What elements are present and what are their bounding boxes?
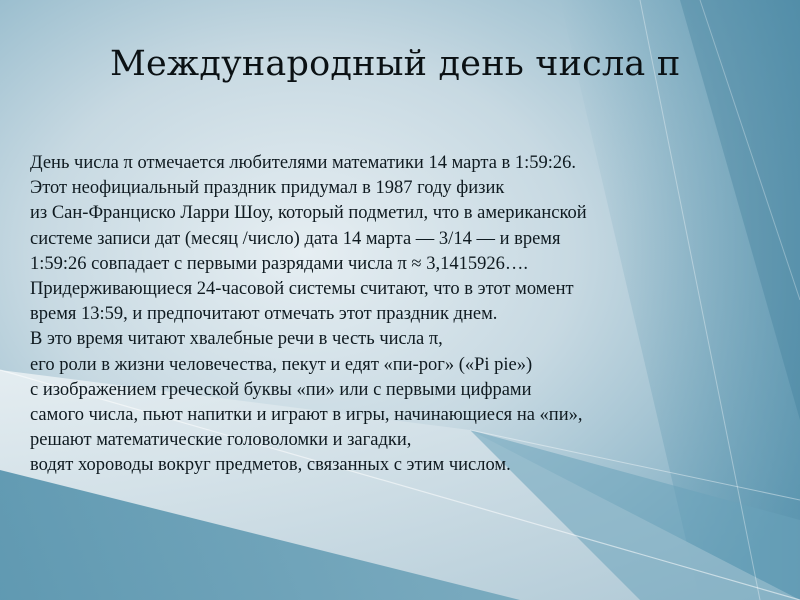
- slide-title: Международный день числа π: [109, 44, 681, 84]
- slide-body-text: [30, 151, 770, 479]
- body-line: с изображением греческой буквы «пи» или с первыми цифрами: [30, 379, 532, 400]
- body-line: Придерживающиеся 24-часовой системы считают, что в этот момент: [30, 279, 574, 300]
- body-line: водят хороводы вокруг предметов, связанных с этим числом.: [30, 455, 511, 476]
- body-line: решают математические головоломки и загадки,: [30, 430, 412, 451]
- body-line: 1:59:26 совпадает с первыми разрядами числа π ≈ 3,1415926….: [30, 253, 528, 274]
- body-line: его роли в жизни человечества, пекут и едят «пи-рог» («Pi pie»): [30, 354, 533, 375]
- body-line: самого числа, пьют напитки и играют в игры, начинающиеся на «пи»,: [30, 405, 583, 426]
- body-line: время 13:59, и предпочитают отмечать этот праздник днем.: [30, 304, 498, 325]
- body-line: системе записи дат (месяц /число) дата 14 марта — 3/14 — и время: [30, 228, 561, 249]
- body-line: День числа π отмечается любителями математики 14 марта в 1:59:26.: [30, 153, 577, 173]
- body-line: из Сан-Франциско Ларри Шоу, который подметил, что в американской: [30, 203, 587, 224]
- body-line: В это время читают хвалебные речи в честь числа π,: [30, 329, 443, 350]
- body-line: Этот неофициальный праздник придумал в 1987 году физик: [30, 178, 505, 199]
